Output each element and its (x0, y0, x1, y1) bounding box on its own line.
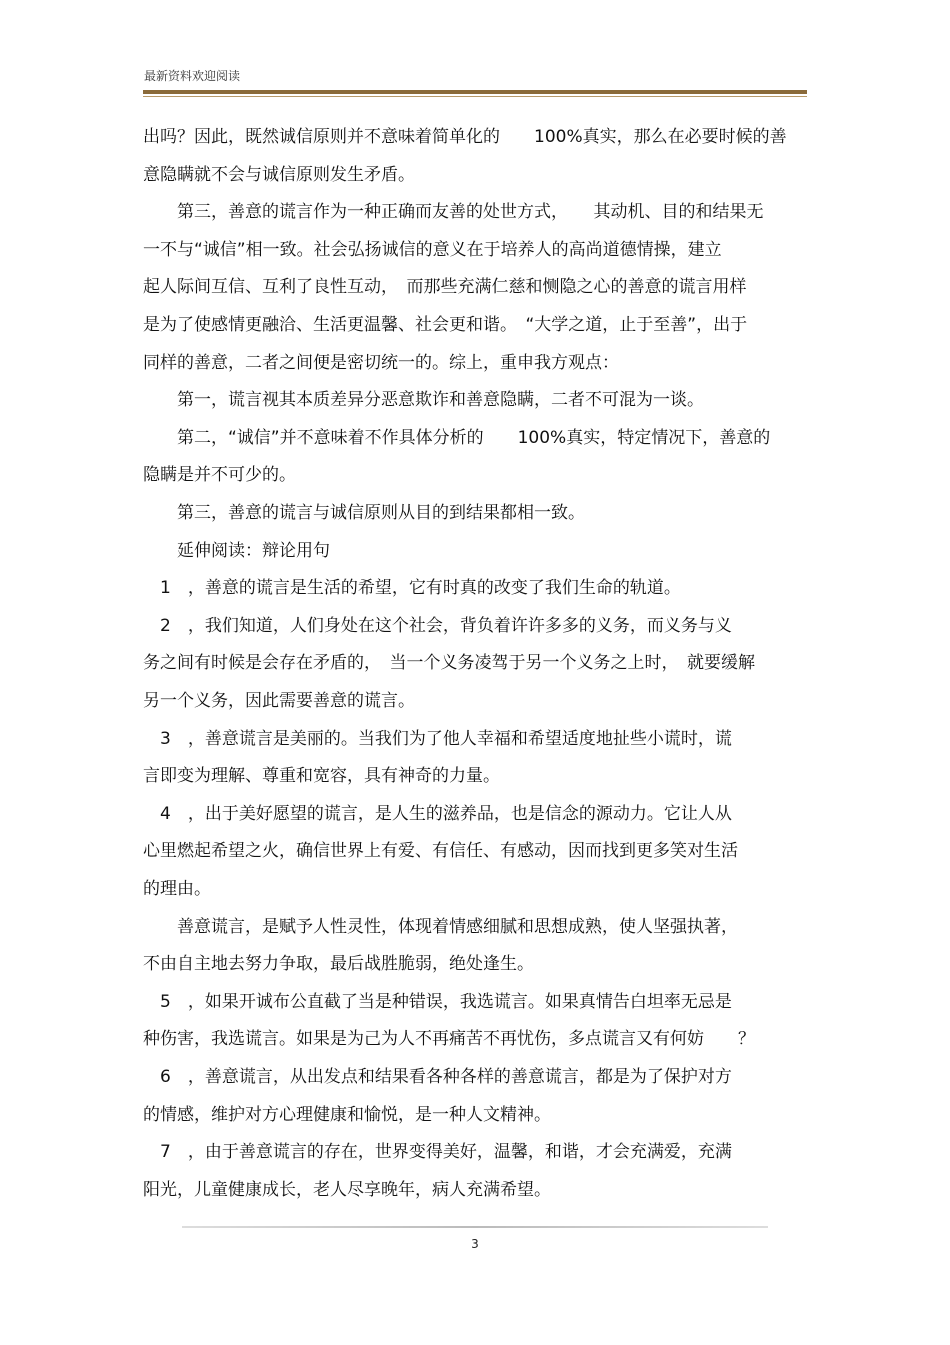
header-rule-thin (143, 96, 807, 97)
text-line: 言即变为理解、尊重和宽容，具有神奇的力量。 (143, 766, 500, 787)
text-line: 1 ，善意的谎言是生活的希望，它有时真的改变了我们生命的轨道。 (143, 578, 681, 599)
footer-rule (182, 1226, 768, 1228)
page-number: 3 (471, 1237, 479, 1251)
text-line: 另一个义务，因此需要善意的谎言。 (143, 691, 415, 711)
text-line: 起人际间互信、互利了良性互动， 而那些充满仁慈和恻隐之心的善意的谎言用样 (143, 277, 747, 298)
text-line: 第一，谎言视其本质差异分恶意欺诈和善意隐瞒，二者不可混为一谈。 (143, 390, 704, 411)
text-line: 的情感，维护对方心理健康和愉悦，是一种人文精神。 (143, 1104, 551, 1125)
text-line: 5 ，如果开诚布公直截了当是种错误，我选谎言。如果真情告白坦率无忌是 (143, 991, 732, 1012)
text-line: 是为了使感情更融洽、生活更温馨、社会更和谐。 “大学之道，止于至善”，出于 (143, 315, 748, 335)
text-line: 出吗？因此，既然诚信原则并不意味着简单化的 100%真实，那么在必要时候的善 (143, 127, 787, 147)
text-line: 阳光，儿童健康成长，老人尽享晚年，病人充满希望。 (143, 1179, 551, 1200)
text-line: 4 ，出于美好愿望的谎言，是人生的滋养品，也是信念的源动力。它让人从 (143, 803, 732, 824)
text-line: 2 ，我们知道，人们身处在这个社会，背负着许许多多的义务，而义务与义 (143, 615, 732, 636)
text-line: 7 ，由于善意谎言的存在，世界变得美好，温馨，和谐，才会充满爱，充满 (143, 1142, 732, 1163)
text-line: 第三，善意的谎言与诚信原则从目的到结果都相一致。 (143, 503, 585, 523)
text-line: 意隐瞒就不会与诚信原则发生矛盾。 (143, 164, 415, 185)
header-rule-thick (143, 90, 807, 94)
text-line: 种伤害，我选谎言。如果是为己为人不再痛苦不再忧伤，多点谎言又有何妨 ？ (143, 1029, 755, 1050)
header-label: 最新资料欢迎阅读 (144, 69, 241, 83)
text-line: 的理由。 (143, 879, 211, 899)
text-line: 6 ，善意谎言，从出发点和结果看各种各样的善意谎言，都是为了保护对方 (143, 1067, 732, 1087)
text-line: 3 ，善意谎言是美丽的。当我们为了他人幸福和希望适度地扯些小谎时，谎 (143, 728, 732, 749)
text-line: 同样的善意，二者之间便是密切统一的。综上，重申我方观点： (143, 352, 619, 373)
text-line: 不由自主地去努力争取，最后战胜脆弱，绝处逢生。 (143, 954, 534, 975)
text-line: 隐瞒是并不可少的。 (143, 465, 296, 486)
text-line: 延伸阅读：辩论用句 (143, 540, 330, 561)
text-line: 第二，“诚信”并不意味着不作具体分析的 100%真实，特定情况下，善意的 (143, 427, 771, 448)
text-line: 心里燃起希望之火，确信世界上有爱、有信任、有感动，因而找到更多笑对生活 (143, 841, 738, 862)
text-line: 一不与“诚信”相一致。社会弘扬诚信的意义在于培养人的高尚道德情操，建立 (143, 239, 722, 260)
text-line: 第三，善意的谎言作为一种正确而友善的处世方式， 其动机、目的和结果无 (143, 202, 764, 223)
text-line: 务之间有时候是会存在矛盾的， 当一个义务凌驾于另一个义务之上时， 就要缓解 (143, 653, 755, 674)
text-line: 善意谎言，是赋予人性灵性，体现着情感细腻和思想成熟，使人坚强执著， (143, 916, 738, 937)
